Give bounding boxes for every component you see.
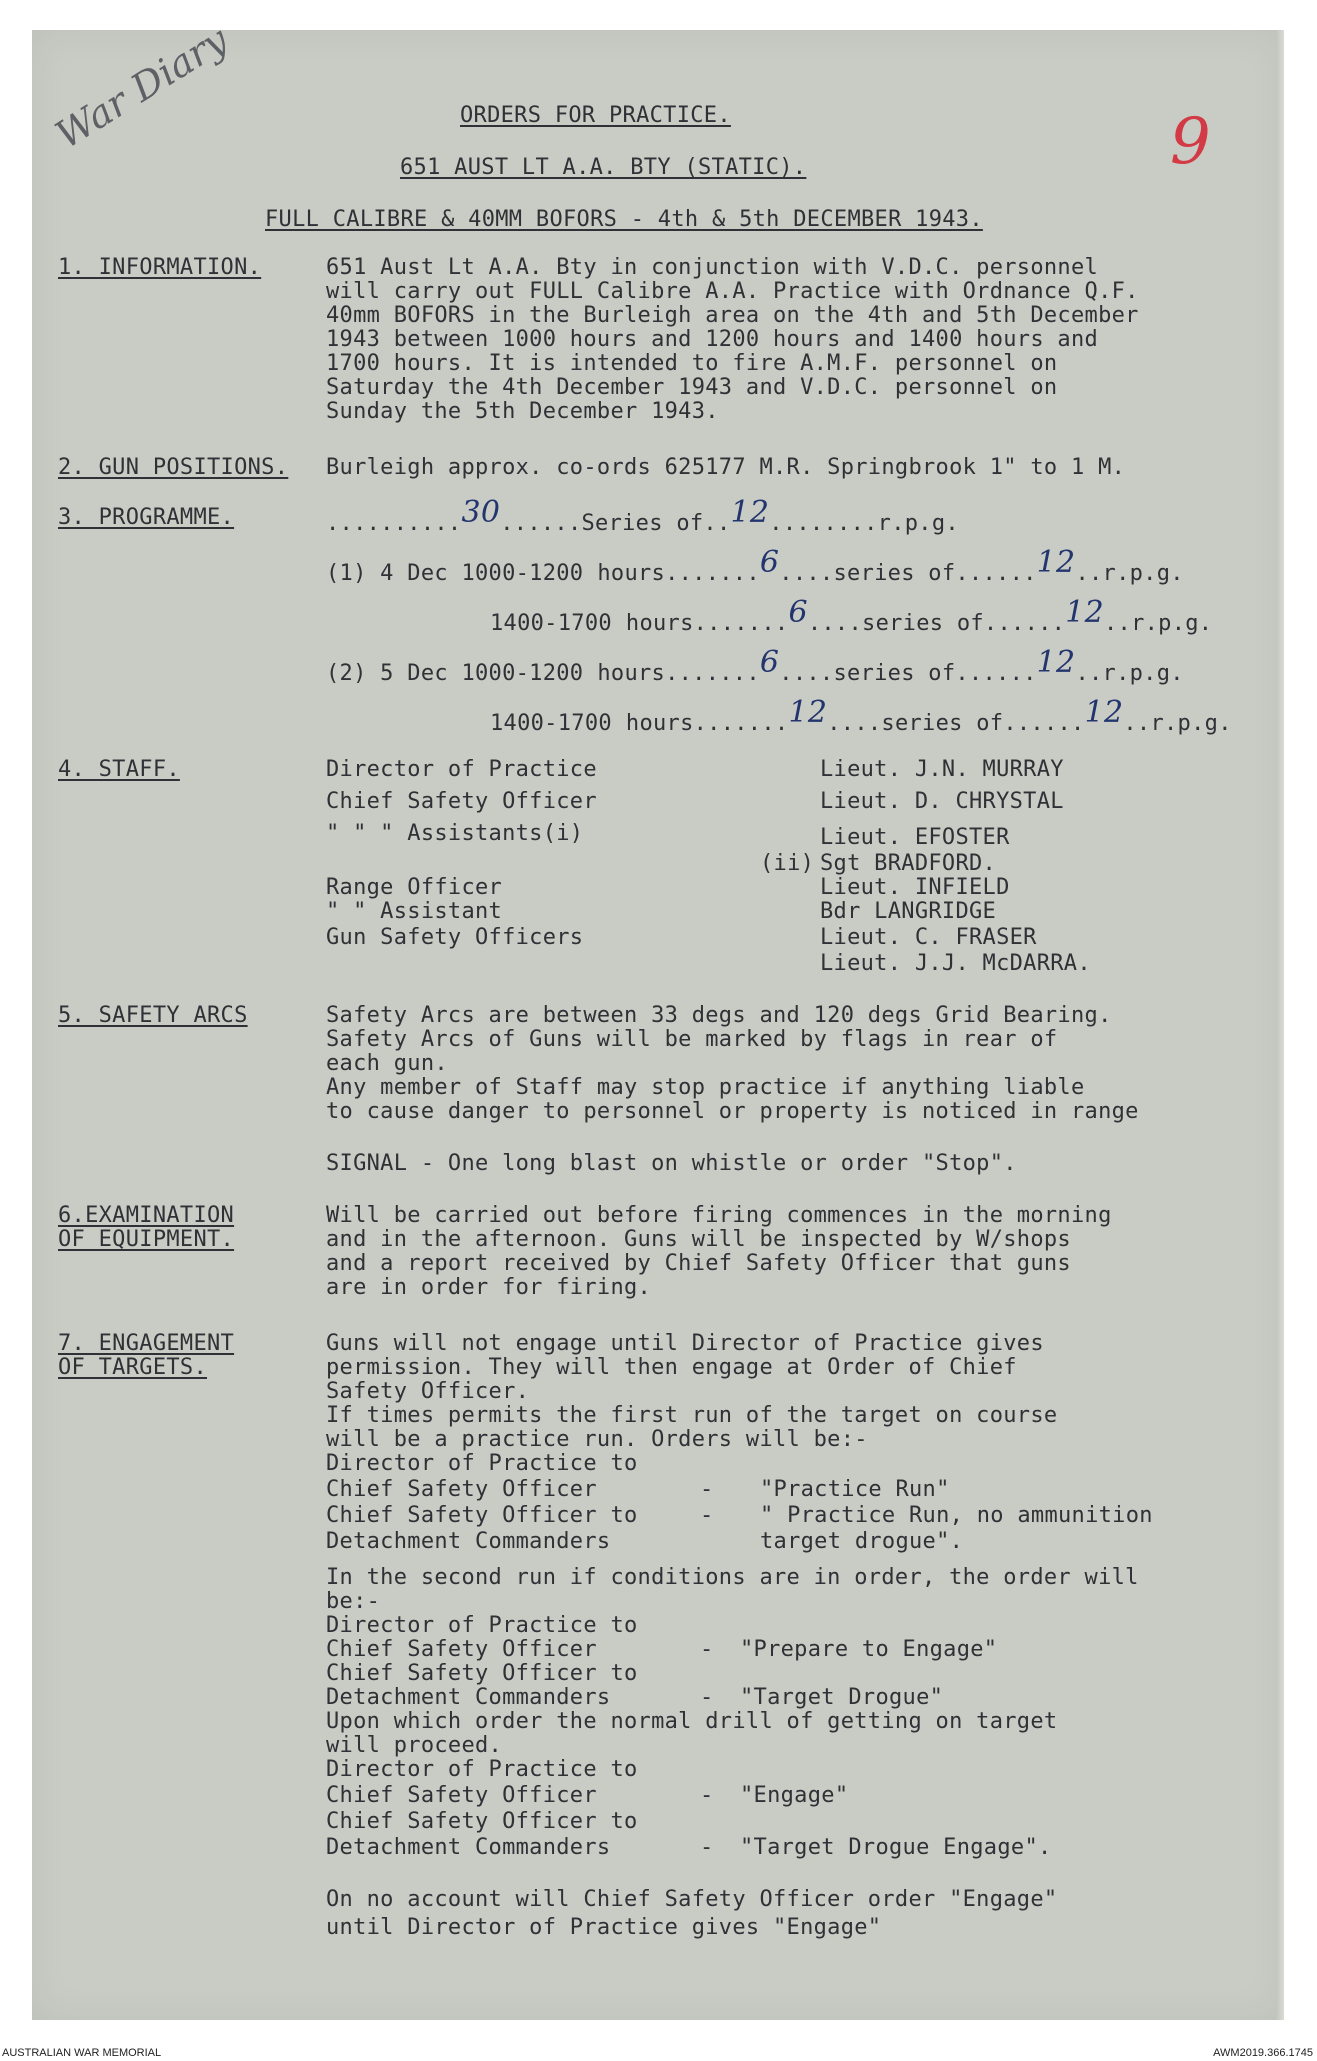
- staff-name: Lieut. D. CHRYSTAL: [820, 789, 1064, 814]
- engagement-line: If times permits the first run of the target on course: [326, 1403, 1058, 1428]
- programme-rpg-value: 12: [1084, 695, 1124, 730]
- order-text: "Target Drogue": [740, 1685, 944, 1710]
- programme-series-value: 6: [759, 645, 780, 680]
- order-dash: -: [700, 1835, 714, 1860]
- examination-line: and a report received by Chief Safety Officer that guns: [326, 1251, 1071, 1276]
- order-from: Chief Safety Officer: [326, 1477, 597, 1502]
- title-practice: FULL CALIBRE & 40MM BOFORS - 4th & 5th DECEMBER 1943.: [265, 207, 983, 232]
- order-dash: -: [700, 1503, 714, 1528]
- examination-line: and in the afternoon. Guns will be inspected by W/shops: [326, 1227, 1071, 1252]
- order-from: Director of Practice to: [326, 1613, 638, 1638]
- signal-text: SIGNAL - One long blast on whistle or order "Stop".: [326, 1151, 1017, 1176]
- staff-role: Range Officer: [326, 875, 503, 900]
- staff-name: Lieut. INFIELD: [820, 875, 1010, 900]
- information-line: Sunday the 5th December 1943.: [326, 399, 719, 424]
- staff-name: Lieut. J.J. McDARRA.: [820, 951, 1091, 976]
- information-line: 1943 between 1000 hours and 1200 hours and 1400 hours and: [326, 327, 1099, 352]
- information-line: 1700 hours. It is intended to fire A.M.F. personnel on: [326, 351, 1058, 376]
- programme-series-of: ....series of......: [779, 661, 1037, 686]
- footer-right: AWM2019.366.1745: [1213, 2047, 1313, 2059]
- programme-day: (2) 5 Dec 1000-1200: [326, 661, 584, 686]
- engagement-line: until Director of Practice gives "Engage": [326, 1915, 882, 1940]
- safety-arcs-line: Safety Arcs of Guns will be marked by flags in rear of: [326, 1027, 1058, 1052]
- engagement-line: Safety Officer.: [326, 1379, 530, 1404]
- staff-role: (ii): [760, 851, 815, 876]
- programme-row: [490, 595, 1213, 636]
- programme-series-of: ....series of......: [807, 611, 1066, 636]
- staff-role: " " Assistant: [326, 899, 503, 924]
- summary-series-value: 30: [461, 495, 501, 530]
- programme-row: [490, 695, 1232, 736]
- examination-line: Will be carried out before firing commences in the morning: [326, 1203, 1112, 1228]
- engagement-line: will proceed.: [326, 1733, 503, 1758]
- heading-engagement-2: OF TARGETS.: [58, 1355, 207, 1380]
- engagement-line: will be a practice run. Orders will be:-: [326, 1427, 868, 1452]
- information-line: 40mm BOFORS in the Burleigh area on the 4th and 5th December: [326, 303, 1139, 328]
- safety-arcs-line: Any member of Staff may stop practice if anything liable: [326, 1075, 1085, 1100]
- order-text: "Prepare to Engage": [740, 1637, 998, 1662]
- order-from: Detachment Commanders: [326, 1685, 611, 1710]
- heading-programme: 3. PROGRAMME.: [58, 505, 235, 530]
- information-line: Saturday the 4th December 1943 and V.D.C. personnel on: [326, 375, 1058, 400]
- order-dash: -: [700, 1783, 714, 1808]
- engagement-line: be:-: [326, 1589, 381, 1614]
- safety-arcs-line: each gun.: [326, 1051, 448, 1076]
- engagement-line: Upon which order the normal drill of getting on target: [326, 1709, 1058, 1734]
- staff-role: Chief Safety Officer: [326, 789, 597, 814]
- programme-hours: hours.......: [597, 661, 760, 686]
- staff-name: Lieut. C. FRASER: [820, 925, 1037, 950]
- order-text: "Practice Run": [760, 1477, 950, 1502]
- engagement-line: Director of Practice to: [326, 1451, 638, 1476]
- programme-day: (1) 4 Dec 1000-1200: [326, 561, 584, 586]
- programme-rpg: ..r.p.g.: [1075, 661, 1184, 686]
- staff-role: " " " Assistants(i): [326, 821, 584, 846]
- programme-series-of: ....series of......: [779, 561, 1037, 586]
- title-battery: 651 AUST LT A.A. BTY (STATIC).: [400, 155, 807, 180]
- order-text: "Target Drogue Engage".: [740, 1835, 1052, 1860]
- war-diary-annotation: War Diary: [48, 17, 236, 158]
- safety-arcs-line: to cause danger to personnel or property is noticed in range: [326, 1099, 1139, 1124]
- programme-series-value: 6: [759, 545, 780, 580]
- order-text: " Practice Run, no ammunition: [760, 1503, 1153, 1528]
- heading-information: 1. INFORMATION.: [58, 255, 262, 280]
- engagement-line: permission. They will then engage at Order of Chief: [326, 1355, 1017, 1380]
- heading-examination: 6.EXAMINATION: [58, 1203, 235, 1228]
- order-from: Detachment Commanders: [326, 1835, 611, 1860]
- order-from: Detachment Commanders: [326, 1529, 611, 1554]
- information-line: will carry out FULL Calibre A.A. Practice with Ordnance Q.F.: [326, 279, 1139, 304]
- order-from: Chief Safety Officer to: [326, 1661, 638, 1686]
- programme-series-of: ....series of......: [827, 711, 1085, 736]
- programme-series-value: 12: [788, 695, 828, 730]
- programme-day: 1400-1700: [490, 611, 612, 636]
- summary-mid: ......Series of..: [500, 511, 731, 536]
- order-from: Chief Safety Officer: [326, 1637, 597, 1662]
- engagement-line: Guns will not engage until Director of Practice gives: [326, 1331, 1044, 1356]
- summary-dots: ..........: [326, 511, 462, 536]
- staff-role: Gun Safety Officers: [326, 925, 584, 950]
- programme-day: 1400-1700: [490, 711, 612, 736]
- footer-left: AUSTRALIAN WAR MEMORIAL: [2, 2047, 162, 2059]
- programme-rpg: ..r.p.g.: [1103, 611, 1213, 636]
- order-from: Chief Safety Officer: [326, 1783, 597, 1808]
- programme-hours: hours.......: [597, 561, 760, 586]
- staff-name: Lieut. J.N. MURRAY: [820, 757, 1064, 782]
- programme-rpg-value: 12: [1036, 645, 1076, 680]
- staff-name: Sgt BRADFORD.: [820, 851, 997, 876]
- heading-examination-2: OF EQUIPMENT.: [58, 1227, 235, 1252]
- engagement-line: In the second run if conditions are in order, the order will: [326, 1565, 1139, 1590]
- order-from: Director of Practice to: [326, 1757, 638, 1782]
- order-from: Chief Safety Officer to: [326, 1809, 638, 1834]
- heading-engagement: 7. ENGAGEMENT: [58, 1331, 235, 1356]
- staff-role: Director of Practice: [326, 757, 597, 782]
- information-line: 651 Aust Lt A.A. Bty in conjunction with V.D.C. personnel: [326, 255, 1099, 280]
- programme-rpg-value: 12: [1036, 545, 1076, 580]
- safety-arcs-line: Safety Arcs are between 33 degs and 120 degs Grid Bearing.: [326, 1003, 1112, 1028]
- order-dash: -: [700, 1477, 714, 1502]
- staff-name: Bdr LANGRIDGE: [820, 899, 997, 924]
- heading-safety-arcs: 5. SAFETY ARCS: [58, 1003, 248, 1028]
- summary-rpg-value: 12: [730, 495, 770, 530]
- title-orders: ORDERS FOR PRACTICE.: [460, 103, 731, 128]
- order-dash: -: [700, 1685, 714, 1710]
- examination-line: are in order for firing.: [326, 1275, 652, 1300]
- programme-rpg: ..r.p.g.: [1075, 561, 1184, 586]
- heading-staff: 4. STAFF.: [58, 757, 180, 782]
- programme-hours: hours.......: [625, 711, 789, 736]
- gun-positions-text: Burleigh approx. co-ords 625177 M.R. Springbrook 1" to 1 M.: [326, 455, 1126, 480]
- programme-row: [326, 545, 1184, 586]
- staff-name: Lieut. EFOSTER: [820, 825, 1010, 850]
- programme-summary: [326, 495, 959, 536]
- programme-series-value: 6: [788, 595, 808, 630]
- programme-rpg: ..r.p.g.: [1123, 711, 1232, 736]
- order-text: target drogue".: [760, 1529, 964, 1554]
- order-dash: -: [700, 1637, 714, 1662]
- programme-row: [326, 645, 1184, 686]
- page-number-annotation: 9: [1170, 105, 1211, 179]
- programme-hours: hours.......: [625, 611, 789, 636]
- engagement-line: On no account will Chief Safety Officer order "Engage": [326, 1887, 1058, 1912]
- heading-gun-positions: 2. GUN POSITIONS.: [58, 455, 289, 480]
- order-from: Chief Safety Officer to: [326, 1503, 638, 1528]
- programme-rpg-value: 12: [1065, 595, 1104, 630]
- summary-post: ........r.p.g.: [769, 511, 959, 536]
- order-text: "Engage": [740, 1783, 849, 1808]
